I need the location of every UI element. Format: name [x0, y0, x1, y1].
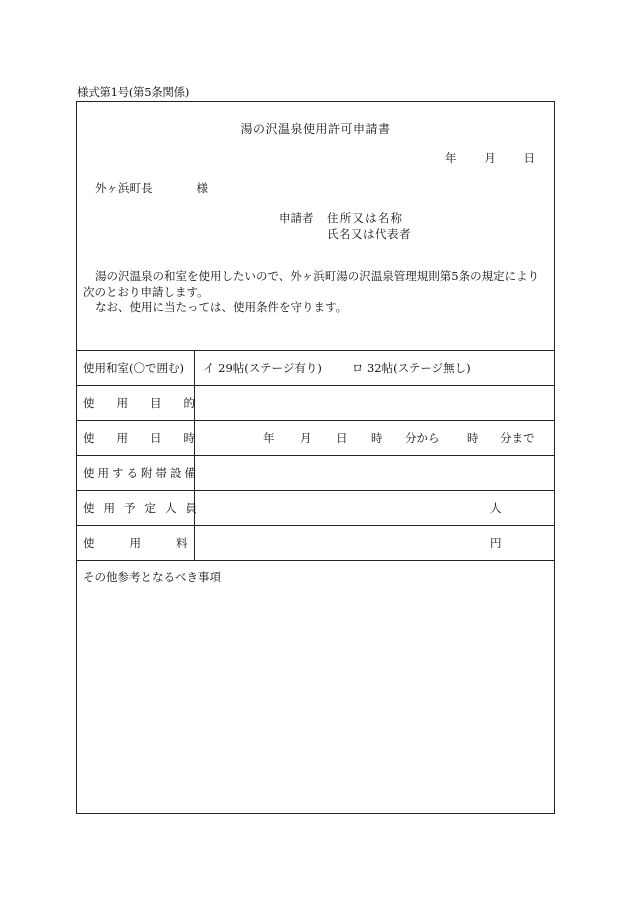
dt-day: 日: [336, 431, 348, 445]
room-label: 使用和室(〇で囲む): [77, 351, 195, 385]
applicant-address-label: 住所又は名称: [327, 211, 404, 225]
datetime-field[interactable]: [195, 421, 554, 455]
application-table: [77, 350, 554, 818]
applicant-label: 申請者: [279, 211, 314, 225]
addressee-honorific: 様: [196, 181, 208, 195]
table-row-people: [77, 490, 554, 525]
dt-from: 分から: [405, 431, 440, 445]
people-unit: 人: [490, 501, 502, 515]
application-statement: [83, 269, 549, 316]
fee-unit: 円: [490, 536, 502, 550]
equipment-field[interactable]: [195, 456, 554, 490]
table-row-equipment: [77, 455, 554, 490]
room-option-1[interactable]: イ 29帖(ステージ有り): [203, 361, 322, 375]
statement-paragraph-1: 湯の沢温泉の和室を使用したいので、外ヶ浜町湯の沢温泉管理規則第5条の規定により次のとおり申請します。: [83, 269, 540, 299]
fee-field[interactable]: [195, 526, 554, 560]
date-month: 月: [484, 151, 496, 165]
dt-year: 年: [263, 431, 275, 445]
table-row-room: [77, 350, 554, 385]
application-form: [76, 101, 555, 814]
statement-paragraph-2: なお、使用に当たっては、使用条件を守ります。: [95, 300, 348, 314]
notes-field[interactable]: [77, 560, 554, 818]
dt-hour2: 時: [467, 431, 479, 445]
table-row-datetime: [77, 420, 554, 455]
people-field[interactable]: [195, 491, 554, 525]
purpose-label: 使用目的: [77, 386, 195, 420]
date-year: 年: [445, 151, 457, 165]
fee-label: 使用料: [77, 526, 195, 560]
dt-until: 分まで: [500, 431, 535, 445]
form-title: 湯の沢温泉使用許可申請書: [240, 122, 391, 136]
date-line: [445, 150, 535, 166]
equipment-label: 使用する附帯設備: [77, 456, 195, 490]
table-row-fee: [77, 525, 554, 560]
datetime-label: 使用日時: [77, 421, 195, 455]
notes-label: その他参考となるべき事項: [83, 570, 221, 584]
table-row-purpose: [77, 385, 554, 420]
people-label: 使用予定人員: [77, 491, 195, 525]
room-option-2[interactable]: ロ 32帖(ステージ無し): [351, 361, 471, 375]
addressee-name: 外ヶ浜町長: [95, 181, 153, 195]
room-options[interactable]: [195, 351, 554, 385]
dt-month: 月: [300, 431, 312, 445]
purpose-field[interactable]: [195, 386, 554, 420]
applicant-representative-label: 氏名又は代表者: [327, 227, 411, 241]
date-day: 日: [523, 151, 535, 165]
dt-hour: 時: [371, 431, 383, 445]
form-number: 様式第1号(第5条関係): [77, 85, 190, 99]
addressee: [95, 180, 208, 196]
